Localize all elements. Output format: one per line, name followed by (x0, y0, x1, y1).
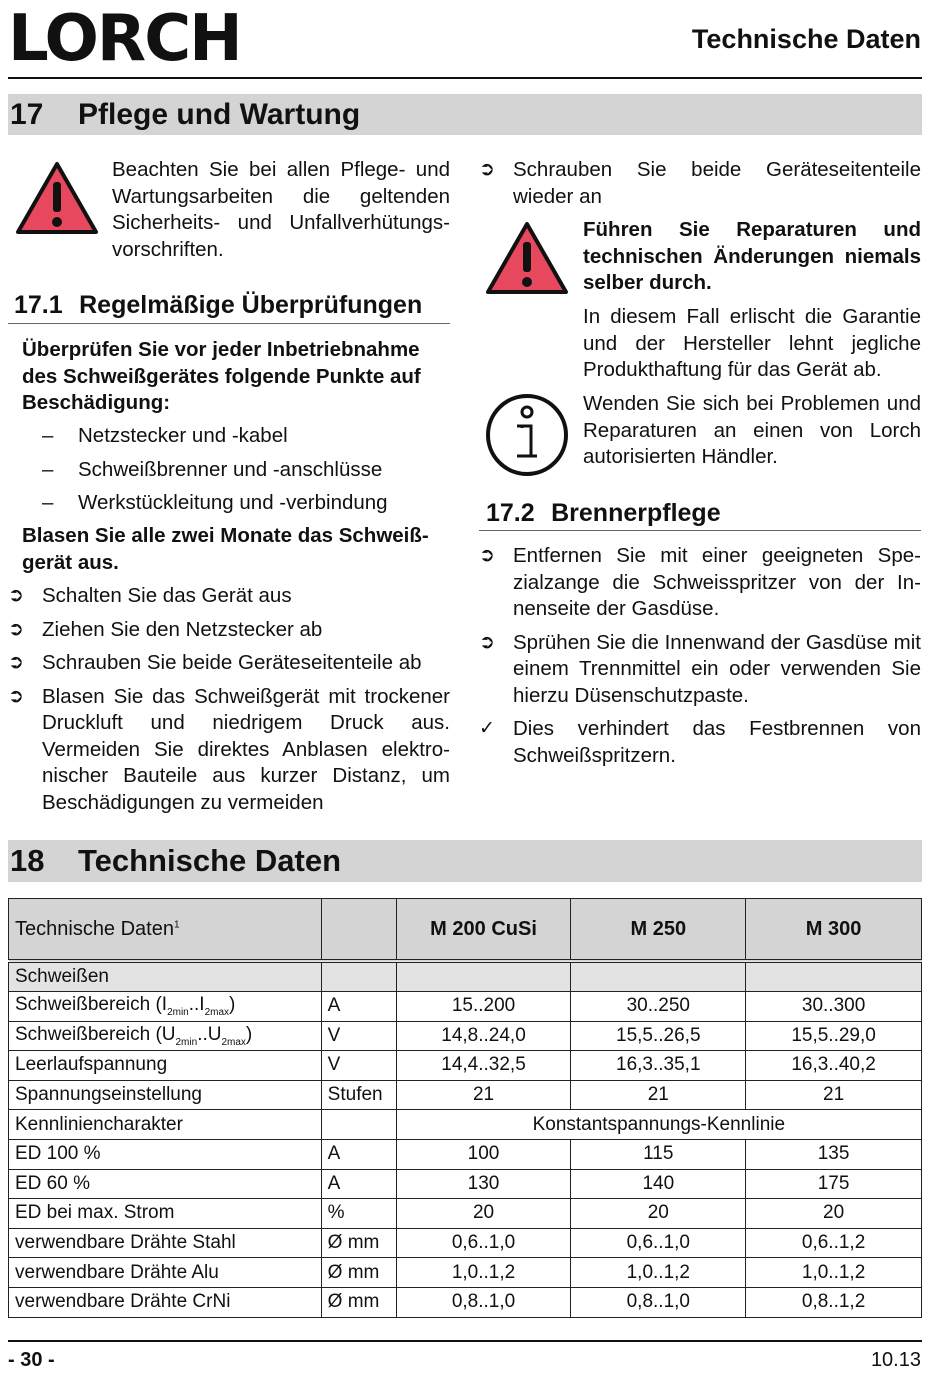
row-label-text: Schweißbereich (I (15, 994, 168, 1016)
header-rule (8, 77, 922, 79)
row-label (9, 992, 322, 1022)
section-17-heading (8, 94, 922, 135)
list-item-text: Ziehen Sie den Netzstecker ab (42, 617, 323, 641)
table-header-unit (321, 899, 396, 962)
info-text: Wenden Sie sich bei Problemen und Reparaturen an einen von Lorch autorisierten Händler. (583, 392, 921, 468)
blow-out-heading: Blasen Sie alle zwei Monate das Schweißgerät aus. (22, 524, 429, 574)
row-label-text: ED bei max. Strom (15, 1202, 175, 1224)
row-label-text: Kennliniencharakter (15, 1113, 183, 1135)
table-group-row (9, 961, 922, 992)
row-unit: V (321, 1021, 396, 1051)
row-label-text: verwendbare Drähte CrNi (15, 1291, 231, 1313)
row-value: 21 (396, 1080, 571, 1110)
torch-care-steps (479, 543, 921, 769)
row-value: 0,8..1,0 (571, 1287, 746, 1317)
row-value: 15..200 (396, 992, 571, 1022)
row-value: 1,0..1,2 (746, 1258, 922, 1288)
group-cell (571, 961, 746, 992)
arrow-bullet-icon: ➲ (479, 631, 495, 653)
table-header-model: M 200 CuSi (396, 899, 571, 962)
section-18-heading (8, 840, 922, 882)
header-label-text: Technische Daten (15, 917, 174, 940)
arrow-bullet-icon: ➲ (8, 685, 24, 707)
row-label-text: ) (245, 1023, 253, 1045)
subsection-17-2-number: 17.2 (486, 499, 535, 527)
row-unit: Ø mm (321, 1228, 396, 1258)
list-item (8, 650, 450, 677)
table-row (9, 1199, 922, 1229)
row-value: 0,6..1,2 (746, 1228, 922, 1258)
row-label-subscript: 2max (204, 1007, 230, 1019)
row-unit: V (321, 1051, 396, 1081)
subsection-17-2-title: Brennerpflege (551, 499, 721, 527)
row-label-text: ED 60 % (15, 1172, 90, 1194)
row-unit: Ø mm (321, 1258, 396, 1288)
row-unit: A (321, 1139, 396, 1169)
table-header-label (9, 899, 322, 962)
check-icon: ✓ (479, 718, 495, 739)
row-value: 20 (396, 1199, 571, 1229)
list-item (22, 457, 452, 484)
row-value: 16,3..40,2 (746, 1051, 922, 1081)
row-value: 140 (571, 1169, 746, 1199)
list-item (479, 630, 921, 710)
group-cell (321, 961, 396, 992)
row-label (9, 1080, 322, 1110)
row-label-text: Leerlaufspannung (15, 1054, 168, 1076)
list-item-text: Sprühen Sie die Innenwand der Gasdüse mit einem Trennmittel ein oder verwenden Sie hierzu Düsenschutzpaste. (513, 630, 921, 707)
document-version: 10.13 (870, 1349, 921, 1371)
list-item (8, 684, 450, 817)
list-item (479, 543, 921, 623)
row-label (9, 1051, 322, 1081)
table-row (9, 1051, 922, 1081)
row-value: 0,8..1,2 (746, 1287, 922, 1317)
row-value: 130 (396, 1169, 571, 1199)
row-value: 0,6..1,0 (571, 1228, 746, 1258)
table-row (9, 1080, 922, 1110)
row-label-subscript: 2min (167, 1007, 189, 1019)
row-unit: Ø mm (321, 1287, 396, 1317)
section-17-number: 17 (10, 98, 44, 131)
row-label (9, 1021, 322, 1051)
group-cell (746, 961, 922, 992)
row-value: 14,4..32,5 (396, 1051, 571, 1081)
table-row (9, 1169, 922, 1199)
table-row (9, 1021, 922, 1051)
subsection-17-1-number: 17.1 (14, 291, 63, 319)
subsection-17-1-heading (14, 291, 450, 320)
row-unit (321, 1110, 396, 1140)
row-value: 16,3..35,1 (571, 1051, 746, 1081)
section-18-title: Technische Daten (78, 843, 342, 878)
row-label (9, 1228, 322, 1258)
inspection-intro: Überprüfen Sie vor jeder Inbetriebnahme des Schweißgerätes folgende Punkte auf Beschädigung: (22, 338, 421, 414)
list-item (479, 157, 921, 210)
table-row (9, 1258, 922, 1288)
row-value: 30..250 (571, 992, 746, 1022)
list-item-text: Dies verhindert das Festbrennen von Schweißspritzern. (513, 717, 921, 767)
row-value: 115 (571, 1139, 746, 1169)
dash-bullet: – (42, 424, 54, 447)
technical-data-table (8, 898, 922, 1318)
row-unit: % (321, 1199, 396, 1229)
row-label-subscript: 2min (175, 1036, 198, 1048)
row-label-subscript: 2max (221, 1036, 246, 1048)
footnote-marker: 1 (173, 918, 180, 930)
warning-icon (14, 160, 100, 238)
table-row (9, 1139, 922, 1169)
row-unit: A (321, 992, 396, 1022)
row-unit: Stufen (321, 1080, 396, 1110)
list-item-text: Schalten Sie das Gerät aus (42, 584, 292, 607)
row-value: 15,5..29,0 (746, 1021, 922, 1051)
row-label-text: ) (229, 994, 236, 1016)
row-value: 1,0..1,2 (396, 1258, 571, 1288)
row-value: 0,6..1,0 (396, 1228, 571, 1258)
row-value: 0,8..1,0 (396, 1287, 571, 1317)
row-label (9, 1258, 322, 1288)
row-value: 1,0..1,2 (571, 1258, 746, 1288)
list-item-text: Werkstückleitung und -verbindung (78, 491, 388, 514)
list-item (479, 716, 921, 769)
list-item-text: Schrauben Sie beide Geräteseitenteile ab (42, 651, 422, 674)
table-header-model: M 300 (746, 899, 922, 962)
row-value-span: Konstantspannungs-Kennlinie (396, 1110, 921, 1140)
subsection-17-1-title: Regelmäßige Überprüfungen (79, 291, 423, 319)
table-body (9, 992, 922, 1318)
row-label (9, 1169, 322, 1199)
lorch-logo: LORCH (8, 2, 241, 76)
repair-warning-text: In diesem Fall erlischt die Garantie und der Hersteller lehnt jegliche Produkthaftung für das Gerät ab. (583, 305, 921, 381)
arrow-bullet-icon: ➲ (8, 652, 24, 673)
list-item-text: Entfernen Sie mit einer geeigneten Spezialzange die Schweisspritzer von der Innenseite der Gasdüse. (513, 544, 921, 620)
table-row (9, 1228, 922, 1258)
list-item-text: Netzstecker und -kabel (78, 424, 288, 447)
row-value: 175 (746, 1169, 922, 1199)
list-item-text: Schrauben Sie beide Geräteseitenteile wieder an (513, 158, 921, 208)
table-row (9, 1287, 922, 1317)
list-item (22, 423, 452, 450)
arrow-bullet-icon: ➲ (8, 585, 24, 606)
row-label-text: Spannungseinstellung (15, 1084, 202, 1106)
maintenance-steps (8, 583, 450, 816)
list-item (8, 583, 450, 610)
row-value: 20 (746, 1199, 922, 1229)
row-label (9, 1199, 322, 1229)
row-value: 20 (571, 1199, 746, 1229)
subsection-17-1-rule (8, 323, 450, 324)
dash-bullet: – (42, 491, 54, 514)
group-cell (396, 961, 571, 992)
header-title: Technische Daten (691, 24, 921, 54)
table-row (9, 992, 922, 1022)
info-icon (484, 392, 570, 478)
section-17-title: Pflege und Wartung (78, 98, 361, 131)
page-number: - 30 - (8, 1349, 55, 1371)
row-label-text: ..U (197, 1023, 222, 1045)
table-header-row (9, 899, 922, 962)
table-row (9, 1110, 922, 1140)
row-value: 14,8..24,0 (396, 1021, 571, 1051)
row-unit: A (321, 1169, 396, 1199)
footer-rule (8, 1340, 922, 1342)
dash-bullet: – (42, 457, 54, 481)
subsection-17-2-heading (486, 499, 922, 528)
list-item (8, 617, 450, 644)
list-item-text: Schweißbrenner und -anschlüsse (78, 457, 383, 481)
subsection-17-2-rule (479, 530, 921, 531)
row-label (9, 1110, 322, 1140)
inspection-list (22, 423, 452, 517)
repair-warning-bold: Führen Sie Reparaturen und technischen Änderungen niemals selber durch. (583, 218, 921, 294)
right-step-list (479, 157, 921, 210)
table-header-model: M 250 (571, 899, 746, 962)
arrow-bullet-icon: ➲ (479, 159, 495, 180)
row-label (9, 1139, 322, 1169)
warning-icon (484, 220, 570, 298)
arrow-bullet-icon: ➲ (479, 545, 495, 566)
group-label: Schweißen (9, 961, 322, 992)
arrow-bullet-icon: ➲ (8, 618, 24, 640)
row-value: 30..300 (746, 992, 922, 1022)
row-label-text: ED 100 % (15, 1143, 101, 1165)
row-label-text: verwendbare Drähte Alu (15, 1261, 219, 1283)
row-label-text: verwendbare Drähte Stahl (15, 1232, 236, 1254)
row-value: 100 (396, 1139, 571, 1169)
row-label-text: Schweißbereich (U (15, 1023, 176, 1045)
list-item (22, 490, 452, 517)
row-value: 135 (746, 1139, 922, 1169)
list-item-text: Blasen Sie das Schweißgerät mit trockener Druckluft und niedrigem Druck aus. Vermeiden Sie direktes Anblasen elektronischer Bauteile aus kurzer Distanz, um Beschädigungen zu vermeiden (42, 684, 450, 814)
row-value: 15,5..26,5 (571, 1021, 746, 1051)
row-label-text: ..I (188, 994, 205, 1016)
row-label (9, 1287, 322, 1317)
warning-text: Beachten Sie bei allen Pflege- und Wartungsarbeiten die geltenden Sicherheits- und Unfallverhütungsvorschriften. (112, 158, 450, 261)
row-value: 21 (571, 1080, 746, 1110)
section-18-number: 18 (10, 843, 45, 878)
row-value: 21 (746, 1080, 922, 1110)
